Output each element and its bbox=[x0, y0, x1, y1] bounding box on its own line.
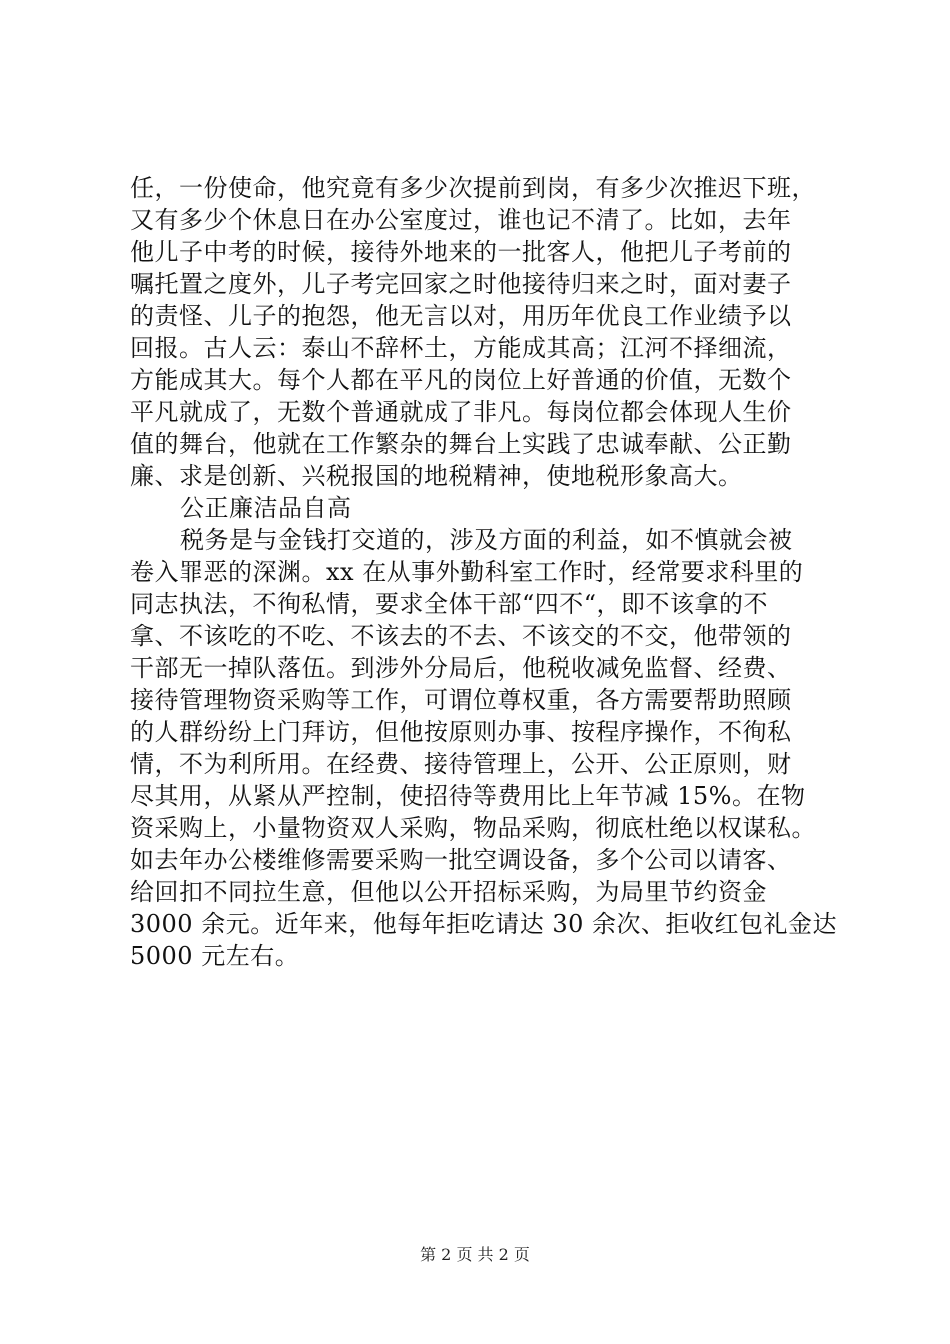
text-line: 给回扣不同拉生意，但他以公开招标采购，为局里节约资金 bbox=[130, 878, 767, 906]
text-line: 嘱托置之度外，儿子考完回家之时他接待归来之时，面对妻子 bbox=[130, 270, 792, 298]
text-line: 同志执法，不徇私情，要求全体干部“四不“，即不该拿的不 bbox=[130, 590, 769, 618]
text-line: 回报。古人云：泰山不辞杯土，方能成其高；江河不择细流， bbox=[130, 334, 792, 362]
text-line: 方能成其大。每个人都在平凡的岗位上好普通的价值，无数个 bbox=[130, 366, 792, 394]
paragraph-integrity bbox=[130, 524, 838, 972]
text-line: 3000 余元。近年来，他每年拒吃请达 30 余次、拒收红包礼金达 bbox=[130, 910, 838, 938]
page-number-footer: 第 2 页 共 2 页 bbox=[420, 1245, 530, 1264]
text-line: 接待管理物资采购等工作，可谓位尊权重，各方需要帮助照顾 bbox=[130, 686, 792, 714]
text-line: 如去年办公楼维修需要采购一批空调设备，多个公司以请客、 bbox=[130, 846, 792, 874]
text-line: 干部无一掉队落伍。到涉外分局后，他税收减免监督、经费、 bbox=[130, 654, 792, 682]
text-line: 值的舞台，他就在工作繁杂的舞台上实践了忠诚奉献、公正勤 bbox=[130, 430, 792, 458]
text-line: 卷入罪恶的深渊。xx 在从事外勤科室工作时，经常要求科里的 bbox=[130, 558, 804, 586]
text-line: 的责怪、儿子的抱怨，他无言以对，用历年优良工作业绩予以 bbox=[130, 302, 792, 330]
text-line: 的人群纷纷上门拜访，但他按原则办事、按程序操作，不徇私 bbox=[130, 718, 792, 746]
paragraph-continued bbox=[130, 172, 830, 492]
text-line: 尽其用，从紧从严控制，使招待等费用比上年节减 15%。在物 bbox=[130, 782, 806, 810]
text-line: 5000 元左右。 bbox=[130, 942, 300, 970]
text-line: 拿、不该吃的不吃、不该去的不去、不该交的不交，他带领的 bbox=[130, 622, 792, 650]
text-line: 情，不为利所用。在经费、接待管理上，公开、公正原则，财 bbox=[130, 750, 792, 778]
text-line: 平凡就成了，无数个普通就成了非凡。每岗位都会体现人生价 bbox=[130, 398, 792, 426]
text-line: 资采购上，小量物资双人采购，物品采购，彻底杜绝以权谋私。 bbox=[130, 814, 816, 842]
text-line: 廉、求是创新、兴税报国的地税精神，使地税形象高大。 bbox=[130, 462, 743, 490]
text-line: 任，一份使命，他究竟有多少次提前到岗，有多少次推迟下班， bbox=[130, 174, 816, 202]
text-line: 又有多少个休息日在办公室度过，谁也记不清了。比如，去年 bbox=[130, 206, 792, 234]
section-heading: 公正廉洁品自高 bbox=[180, 494, 352, 522]
document-body bbox=[130, 172, 838, 972]
text-line: 税务是与金钱打交道的，涉及方面的利益，如不慎就会被 bbox=[180, 526, 793, 554]
text-line: 他儿子中考的时候，接待外地来的一批客人，他把儿子考前的 bbox=[130, 238, 792, 266]
